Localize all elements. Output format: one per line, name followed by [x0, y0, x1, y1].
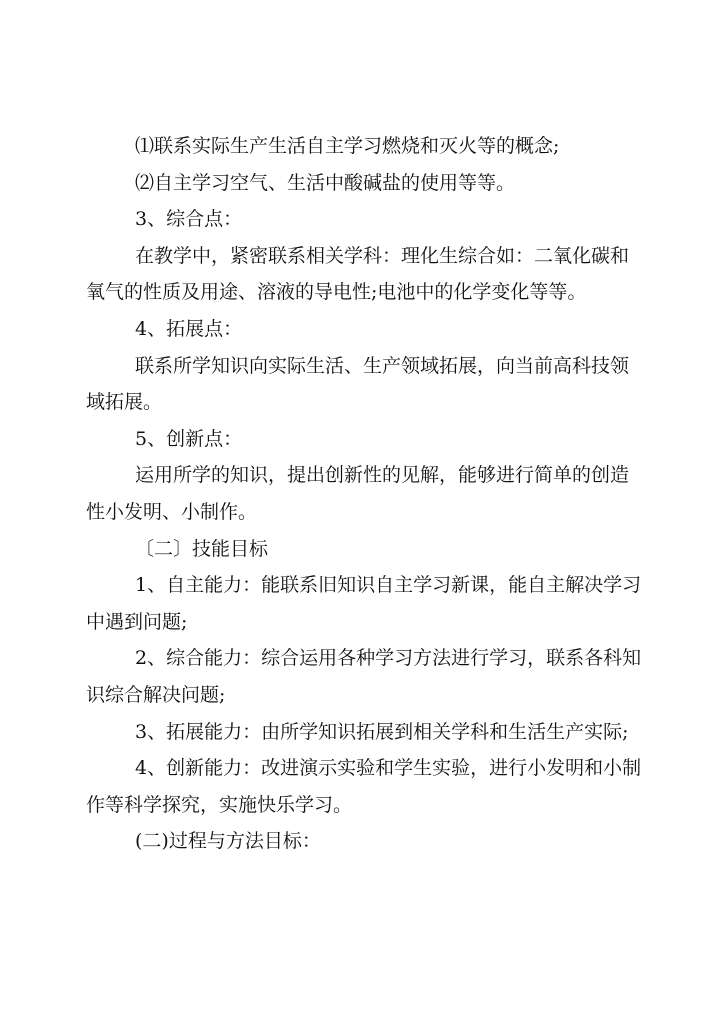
section-heading: 5、创新点：: [135, 427, 243, 450]
text-line: ⑵自主学习空气、生活中酸碱盐的使用等等。: [135, 171, 516, 194]
document-body: [86, 128, 646, 860]
text-line: 识综合解决问题;: [86, 683, 226, 706]
text-line: 作等科学探究，实施快乐学习。: [86, 793, 353, 816]
text-line: 1、自主能力：能联系旧知识自主学习新课，能自主解决学习: [135, 574, 642, 597]
section-heading: 3、综合点：: [135, 208, 243, 231]
section-heading: 4、拓展点：: [135, 317, 243, 340]
text-line: 在教学中，紧密联系相关学科：理化生综合如：二氧化碳和: [135, 244, 630, 267]
text-line: 中遇到问题;: [86, 610, 188, 633]
text-line: 联系所学知识向实际生活、生产领域拓展，向当前高科技领: [135, 354, 630, 377]
section-heading: (二)过程与方法目标：: [135, 830, 321, 853]
text-line: ⑴联系实际生产生活自主学习燃烧和灭火等的概念;: [135, 135, 560, 157]
text-line: 4、创新能力：改进演示实验和学生实验，进行小发明和小制: [135, 757, 642, 780]
section-heading: 〔二〕技能目标: [135, 537, 269, 560]
text-line: 3、拓展能力：由所学知识拓展到相关学科和生活生产实际;: [135, 720, 629, 743]
text-line: 氧气的性质及用途、溶液的导电性;电池中的化学变化等等。: [86, 281, 587, 304]
text-line: 2、综合能力：综合运用各种学习方法进行学习，联系各科知: [135, 647, 642, 670]
text-line: 运用所学的知识，提出创新性的见解，能够进行简单的创造: [135, 464, 630, 487]
text-line: 域拓展。: [86, 391, 163, 414]
text-line: 性小发明、小制作。: [86, 500, 258, 523]
